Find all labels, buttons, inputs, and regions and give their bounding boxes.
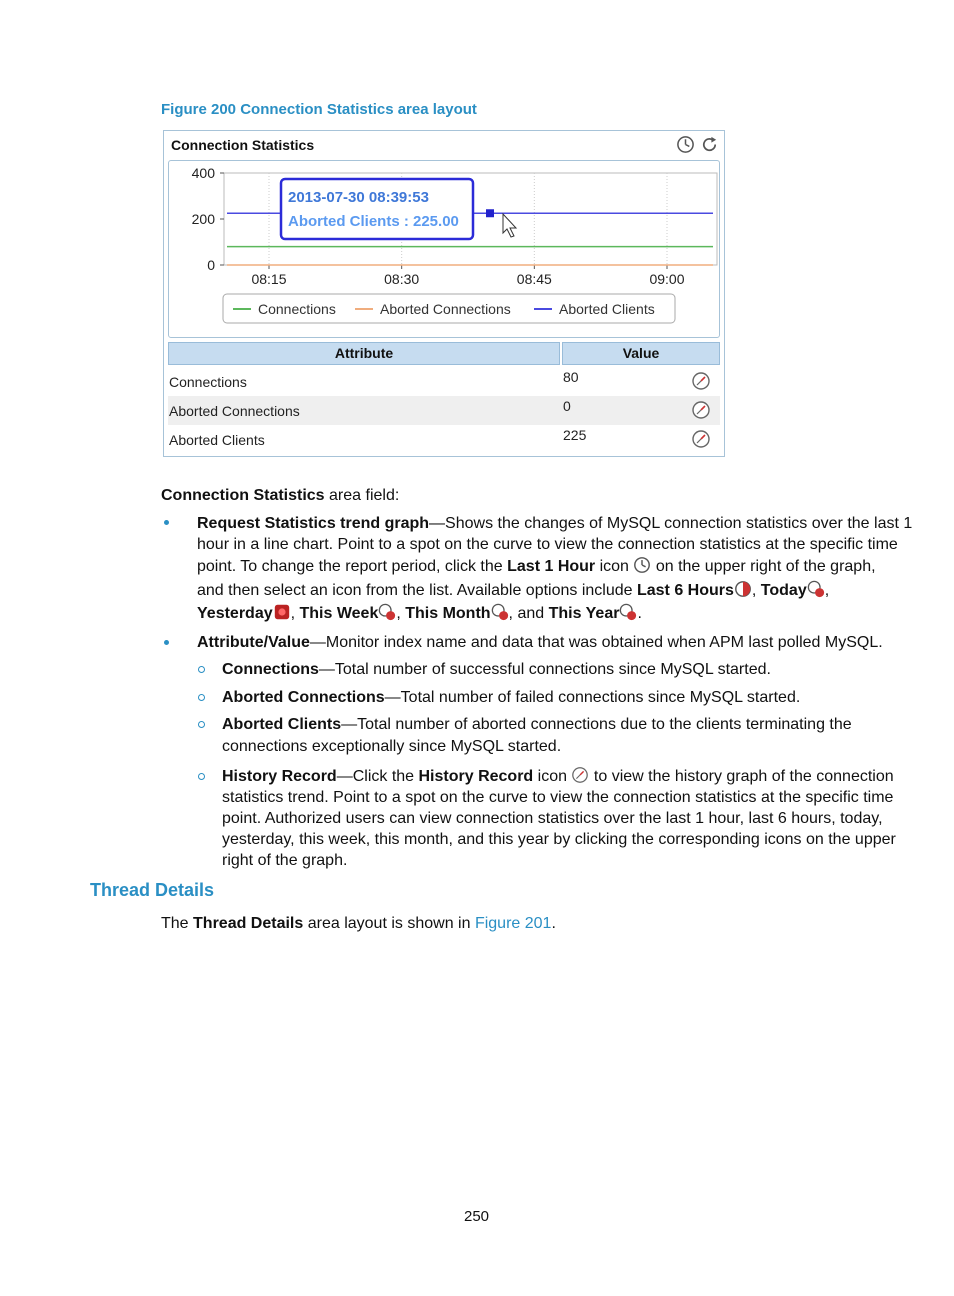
text-run: . — [637, 605, 642, 622]
figure-caption: Figure 200 Connection Statistics area layout — [161, 101, 477, 118]
text-run: and then select an icon from the list. Available options include — [197, 582, 637, 599]
bullet-1-line-4 — [197, 580, 829, 601]
this-year-label: This Year — [548, 605, 620, 622]
sub-bullet-aborted-connections — [222, 687, 800, 708]
text-run: point. To change the report period, click the — [197, 558, 508, 575]
sub-bullet — [198, 694, 205, 701]
thread-details-text — [161, 913, 556, 934]
tooltip-label: Aborted Clients : 225.00 — [288, 213, 459, 230]
y-tick-label: 400 — [191, 165, 215, 181]
history-record-icon[interactable] — [691, 371, 711, 391]
last-1-hour-label: Last 1 Hour — [507, 558, 596, 575]
chart-area — [168, 160, 720, 338]
sub-bold: History Record — [222, 768, 337, 785]
bullet-2-bold: Attribute/Value — [197, 634, 310, 651]
text-run: . — [551, 915, 556, 932]
bullet-1-line-1 — [197, 513, 912, 534]
bullet-1-bold: Request Statistics trend graph — [197, 515, 430, 532]
sub-bullet-history-line-2: statistics trend. Point to a spot on the curve to view the connection statistics at the specific time — [222, 789, 894, 806]
bullet-2-text: —Monitor index name and data that was obtained when APM last polled MySQL. — [309, 634, 883, 651]
last-6-hours-label: Last 6 Hours — [636, 582, 734, 599]
section-title: Thread Details — [90, 880, 215, 900]
value-cell: 0 — [563, 398, 571, 414]
sub-bold: Aborted Clients — [222, 716, 342, 733]
clock-icon[interactable] — [676, 135, 695, 154]
sub-bullet — [198, 666, 205, 673]
sub-text: —Total number of successful connections since MySQL started. — [318, 661, 771, 678]
today-icon — [807, 580, 825, 598]
text-run: The — [161, 915, 194, 932]
value-cell: 225 — [563, 427, 587, 443]
legend-label: Aborted Clients — [559, 301, 655, 317]
table-row — [168, 396, 720, 425]
table-row — [168, 367, 720, 396]
bullet-2 — [197, 632, 883, 653]
page-number: 250 — [464, 1208, 490, 1225]
text-run: , — [290, 605, 300, 622]
figure-201-link[interactable]: Figure 201 — [474, 915, 552, 932]
history-record-label: History Record — [418, 768, 534, 785]
text-run: , — [396, 605, 406, 622]
sub-bullet-history-line-4: yesterday, this week, this month, and this year by clicking the corresponding icons on the upper — [222, 831, 896, 848]
text-run: , and — [508, 605, 549, 622]
sub-bullet-history-line-1 — [222, 766, 894, 787]
bullet-1-line-5 — [197, 603, 642, 624]
attribute-cell: Aborted Connections — [169, 403, 300, 419]
intro-bold: Connection Statistics — [161, 487, 325, 504]
last-6-hours-icon — [734, 580, 752, 598]
text-run: , — [751, 582, 761, 599]
sub-bullet-history-line-3: point. Authorized users can view connection statistics over the last 1 hour, last 6 hours, today, — [222, 810, 883, 827]
sub-bullet — [198, 773, 205, 780]
sub-text: —Total number of aborted connections due to the clients terminating the — [341, 716, 852, 733]
value-cell: 80 — [563, 369, 579, 385]
bullet — [164, 640, 169, 645]
thread-details-bold: Thread Details — [193, 915, 304, 932]
attribute-header[interactable]: Attribute — [168, 342, 560, 365]
history-record-icon — [571, 766, 589, 784]
x-tick-label: 08:45 — [516, 271, 552, 287]
text-run: to view the history graph of the connection — [589, 768, 894, 785]
tooltip-timestamp: 2013-07-30 08:39:53 — [288, 189, 429, 206]
line-chart[interactable] — [169, 161, 721, 339]
attribute-cell: Connections — [169, 374, 247, 390]
refresh-icon[interactable] — [700, 135, 719, 154]
legend-label: Aborted Connections — [380, 301, 511, 317]
bullet-1-line-2: hour in a line chart. Point to a spot on the curve to view the connection statistics at the specific time — [197, 536, 898, 553]
text-run: , — [824, 582, 830, 599]
sub-text: —Total number of failed connections since MySQL started. — [384, 689, 801, 706]
text-run: on the upper right of the graph, — [651, 558, 876, 575]
bullet-1-line-3 — [197, 556, 876, 577]
panel-title: Connection Statistics — [171, 137, 315, 153]
this-month-label: This Month — [405, 605, 491, 622]
sub-bold: Connections — [222, 661, 319, 678]
tooltip-box — [281, 179, 473, 239]
x-tick-label: 08:15 — [251, 271, 287, 287]
today-label: Today — [760, 582, 807, 599]
text-run: area layout is shown in — [303, 915, 475, 932]
hover-point — [486, 209, 494, 217]
yesterday-label: Yesterday — [197, 605, 273, 622]
this-month-icon — [491, 603, 509, 621]
sub-bullet-connections — [222, 659, 771, 680]
sub-bullet-history-line-5: right of the graph. — [222, 852, 348, 869]
sub-bullet — [198, 721, 205, 728]
sub-bold: Aborted Connections — [222, 689, 385, 706]
text-run: —Click the — [336, 768, 419, 785]
this-week-label: This Week — [299, 605, 379, 622]
sub-bullet-aborted-clients — [222, 714, 852, 735]
x-tick-label: 08:30 — [384, 271, 420, 287]
text-run: icon — [533, 768, 572, 785]
intro-rest: area field: — [324, 487, 400, 504]
attribute-cell: Aborted Clients — [169, 432, 265, 448]
clock-icon — [633, 556, 651, 574]
x-tick-label: 09:00 — [649, 271, 685, 287]
sub-bullet-aborted-clients-line-2: connections exceptionally since MySQL started. — [222, 738, 562, 755]
bullet-1-text: —Shows the changes of MySQL connection statistics over the last 1 — [429, 515, 913, 532]
intro-text — [161, 485, 399, 506]
this-year-icon — [619, 603, 637, 621]
connection-statistics-panel — [163, 130, 725, 457]
history-record-icon[interactable] — [691, 429, 711, 449]
this-week-icon — [378, 603, 396, 621]
value-header[interactable]: Value — [562, 342, 720, 365]
yesterday-icon — [273, 603, 291, 621]
legend-label: Connections — [258, 301, 336, 317]
history-record-icon[interactable] — [691, 400, 711, 420]
y-tick-label: 0 — [207, 257, 215, 273]
table-row — [168, 425, 720, 454]
bullet — [164, 520, 169, 525]
text-run: icon — [595, 558, 634, 575]
y-tick-label: 200 — [191, 211, 215, 227]
